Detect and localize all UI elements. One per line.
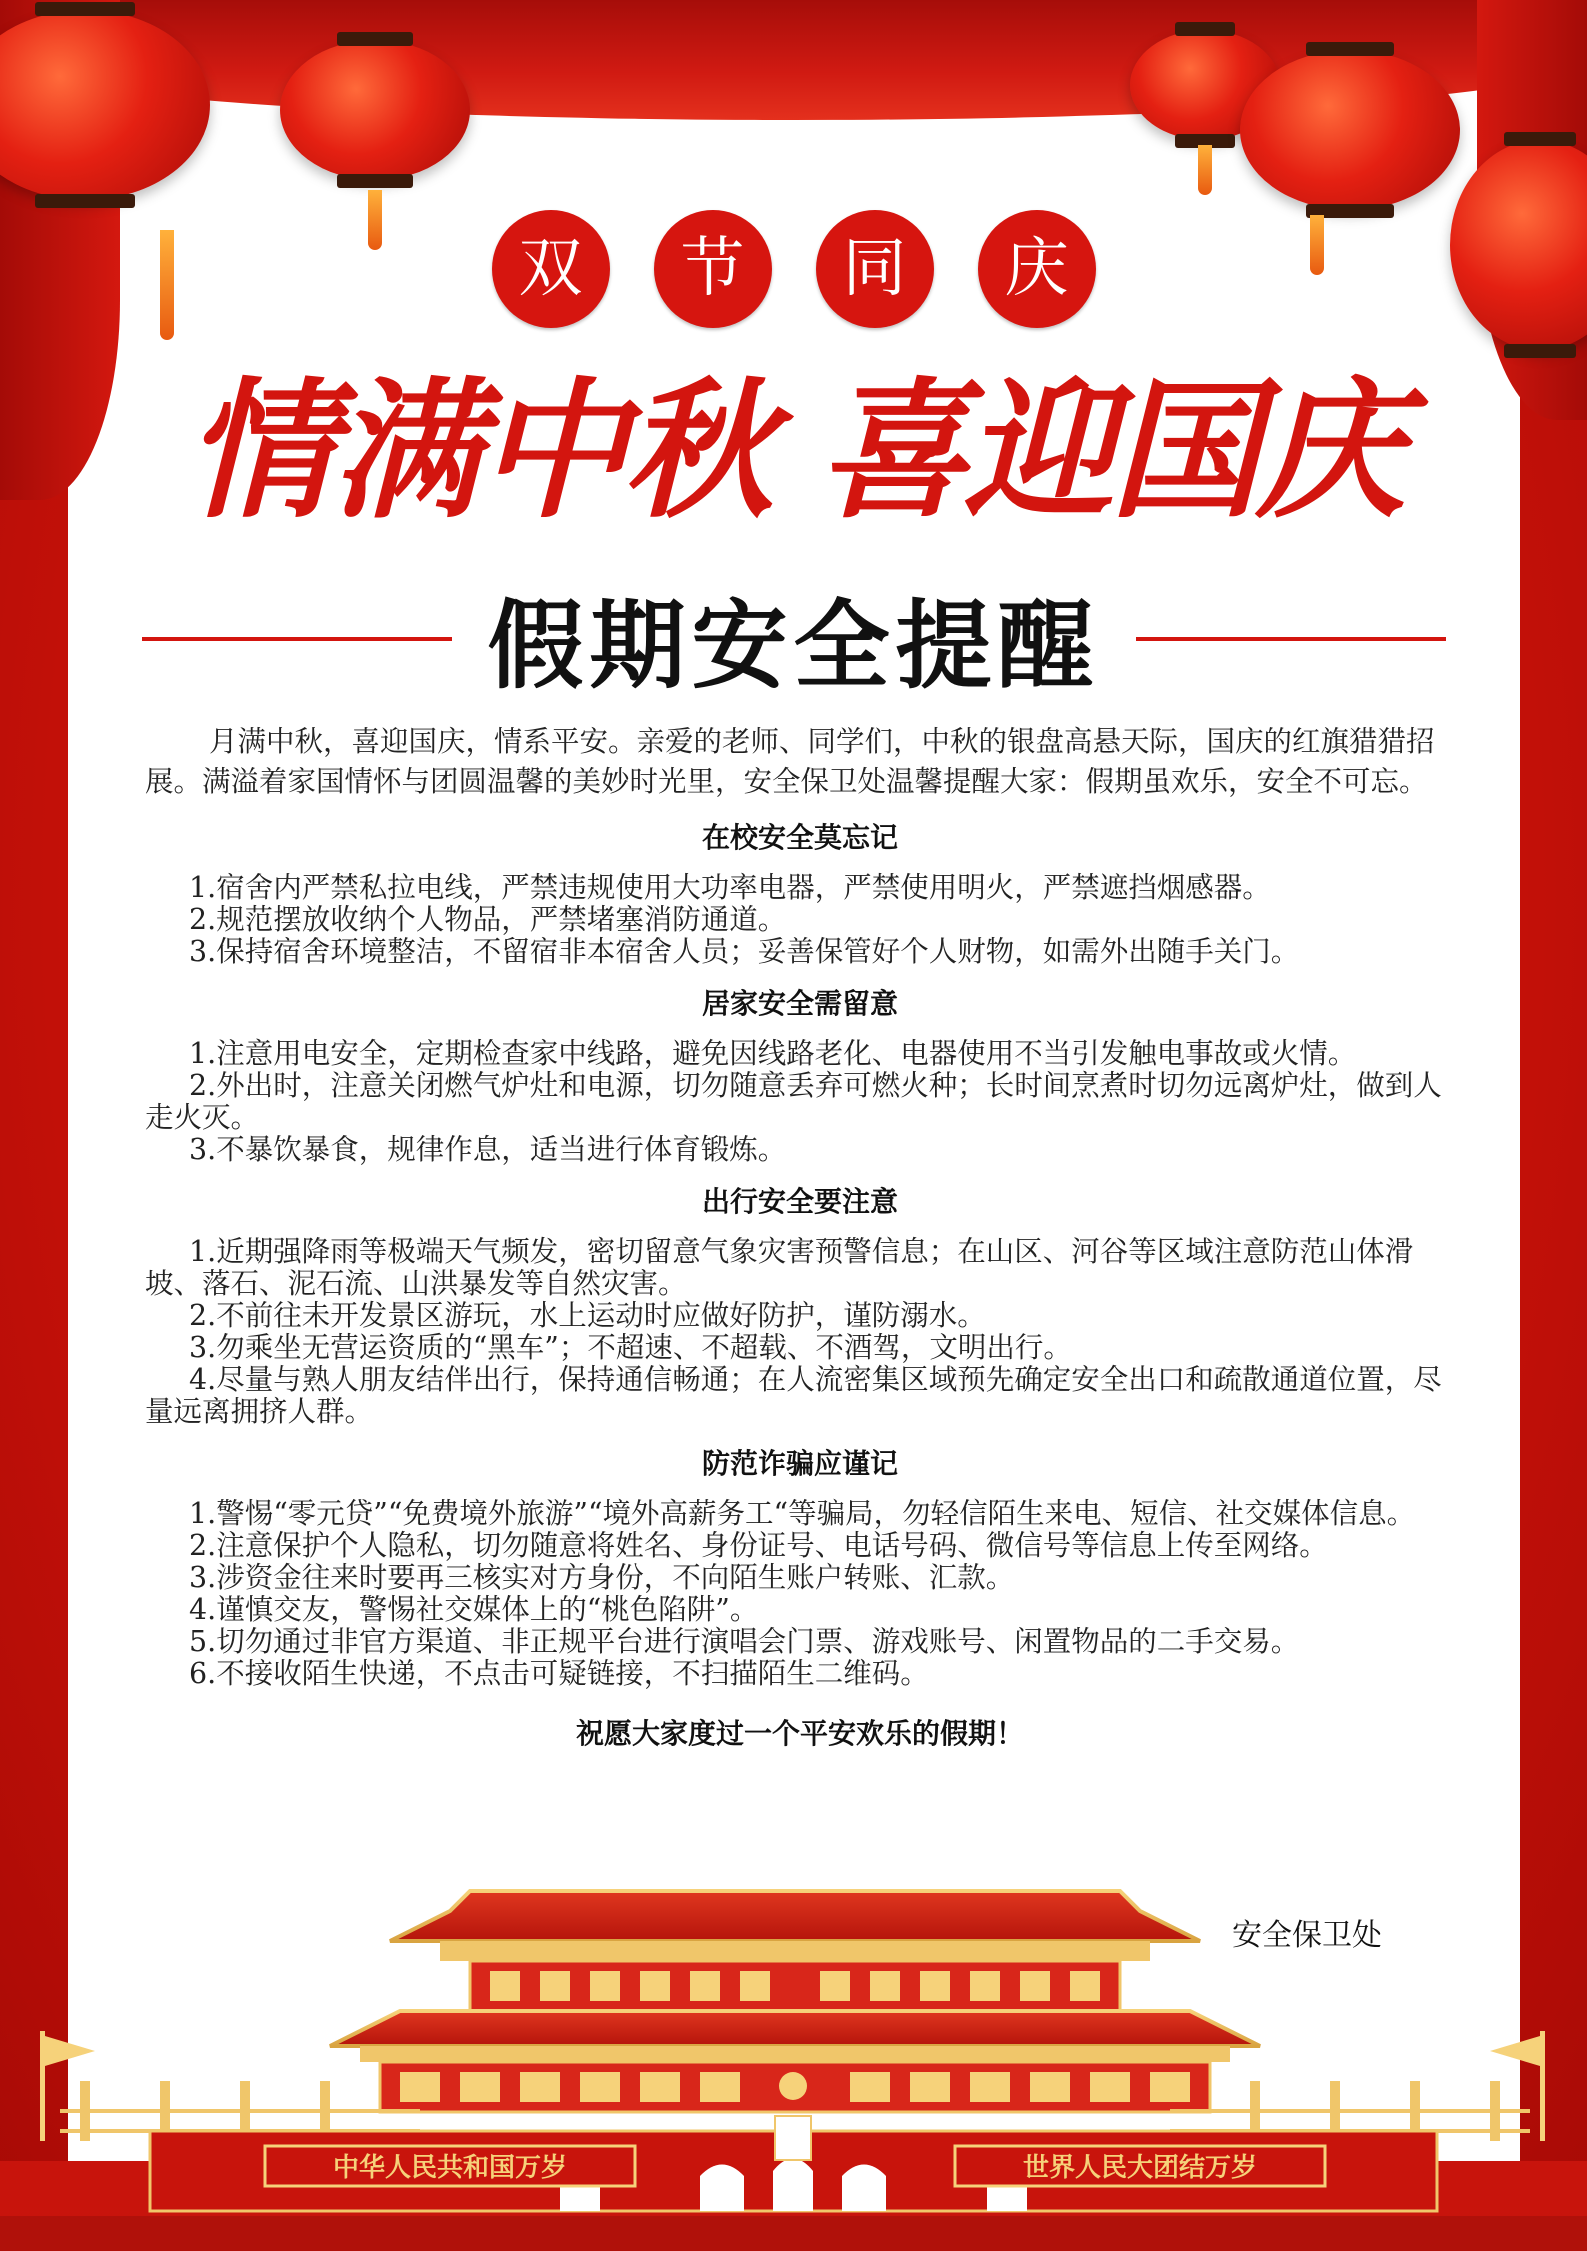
badge-char: 同 <box>816 210 934 328</box>
section-heading: 出行安全要注意 <box>701 1185 898 1218</box>
section-heading: 在校安全莫忘记 <box>701 821 898 854</box>
badge-char: 节 <box>654 210 772 328</box>
list-item: 3.保持宿舍环境整洁，不留宿非本宿舍人员；妥善保管好个人财物，如需外出随手关门。 <box>189 935 1300 968</box>
list-item: 4.谨慎交友，警惕社交媒体上的“桃色陷阱”。 <box>189 1593 759 1626</box>
section-heading: 居家安全需留意 <box>701 987 898 1020</box>
intro-paragraph: 月满中秋，喜迎国庆，情系平安。亲爱的老师、同学们，中秋的银盘高悬天际，国庆的红旗猎猎招展。满溢着家国情怀与团圆温馨的美妙时光里，安全保卫处温馨提醒大家：假期虽欢乐，安全不可忘。 <box>145 725 1435 798</box>
list-item: 3.不暴饮暴食，规律作息，适当进行体育锻炼。 <box>189 1133 787 1166</box>
badge-char: 庆 <box>978 210 1096 328</box>
list-item: 5.切勿通过非官方渠道、非正规平台进行演唱会门票、游戏账号、闲置物品的二手交易。 <box>189 1625 1300 1658</box>
notice-content <box>145 722 1455 1750</box>
main-title: 情满中秋 喜迎国庆 <box>185 363 1402 539</box>
list-item: 4.尽量与熟人朋友结伴出行，保持通信畅通；在人流密集区域预先确定安全出口和疏散通道位置，尽量远离拥挤人群。 <box>145 1363 1442 1428</box>
list-item: 1.注意用电安全，定期检查家中线路，避免因线路老化、电器使用不当引发触电事故或火情。 <box>189 1037 1357 1070</box>
banner-right: 世界人民大团结万岁 <box>1022 2153 1258 2183</box>
lantern-icon <box>1240 50 1460 210</box>
badge-char: 双 <box>492 210 610 328</box>
list-item: 2.不前往未开发景区游玩，水上运动时应做好防护，谨防溺水。 <box>189 1299 986 1332</box>
divider-line-right <box>1136 637 1446 641</box>
signature: 安全保卫处 <box>1232 1918 1382 1953</box>
banner-left: 中华人民共和国万岁 <box>332 2153 568 2183</box>
badge-row <box>0 210 1587 328</box>
list-item: 3.勿乘坐无营运资质的“黑车”；不超速、不超载、不酒驾，文明出行。 <box>189 1331 1072 1364</box>
list-item: 6.不接收陌生快递，不点击可疑链接，不扫描陌生二维码。 <box>189 1657 929 1690</box>
lantern-icon <box>280 40 470 180</box>
closing-line: 祝愿大家度过一个平安欢乐的假期！ <box>575 1717 1024 1750</box>
list-item: 1.宿舍内严禁私拉电线，严禁违规使用大功率电器，严禁使用明火，严禁遮挡烟感器。 <box>189 871 1271 904</box>
subtitle: 假期安全提醒 <box>487 590 1100 702</box>
tiananmen-gate-illustration <box>0 1831 1587 2251</box>
list-item: 1.警惕“零元贷”“免费境外旅游”“境外高薪务工“等骗局，勿轻信陌生来电、短信、社交媒体信息。 <box>189 1497 1416 1530</box>
list-item: 2.规范摆放收纳个人物品，严禁堵塞消防通道。 <box>189 903 787 936</box>
subtitle-row <box>0 570 1587 707</box>
lantern-tassel-icon <box>1198 145 1212 195</box>
list-item: 3.涉资金往来时要再三核实对方身份，不向陌生账户转账、汇款。 <box>189 1561 1015 1594</box>
list-item: 2.注意保护个人隐私，切勿随意将姓名、身份证号、电话号码、微信号等信息上传至网络。 <box>189 1529 1328 1562</box>
list-item: 1.近期强降雨等极端天气频发，密切留意气象灾害预警信息；在山区、河谷等区域注意防范山体滑坡、落石、泥石流、山洪暴发等自然灾害。 <box>145 1235 1414 1300</box>
list-item: 2.外出时，注意关闭燃气炉灶和电源，切勿随意丢弃可燃火种；长时间烹煮时切勿远离炉灶，做到人走火灭。 <box>145 1069 1442 1134</box>
divider-line-left <box>142 637 452 641</box>
section-heading: 防范诈骗应谨记 <box>701 1447 898 1480</box>
